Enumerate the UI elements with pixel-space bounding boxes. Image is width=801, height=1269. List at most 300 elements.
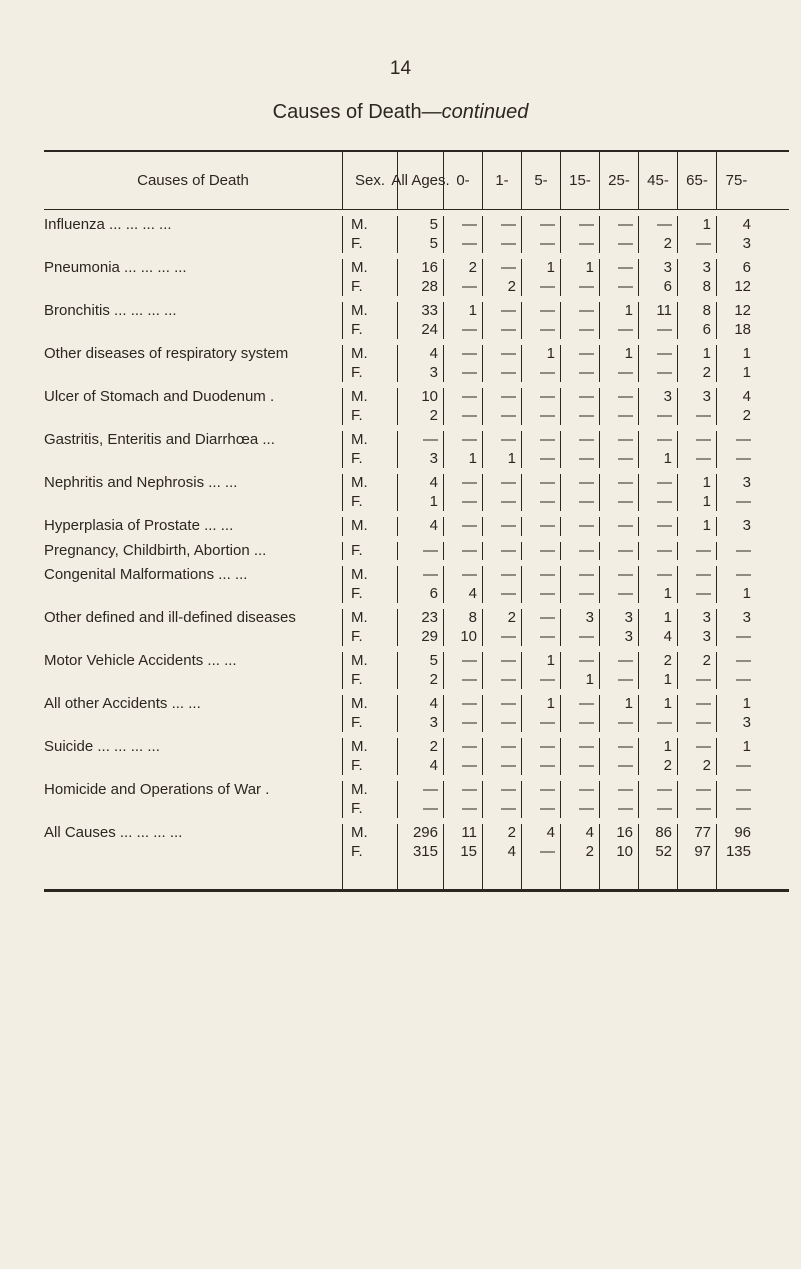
age-cell: 2 xyxy=(639,235,678,254)
age-cell: — xyxy=(522,628,561,647)
sex-cell: M. xyxy=(343,259,398,278)
table-row xyxy=(44,542,789,561)
age-cell: 4 xyxy=(742,216,751,233)
sex-cell: F. xyxy=(343,714,398,733)
age-cell: — xyxy=(483,671,522,690)
age-cell: 4 xyxy=(639,628,678,647)
sex-cell: M. xyxy=(343,474,398,493)
sex-cell: F. xyxy=(343,278,398,297)
age-cell: — xyxy=(483,781,522,800)
age-cell: — xyxy=(444,345,483,364)
table-row xyxy=(44,388,789,407)
age-cell: 1 xyxy=(639,609,678,628)
cause-label xyxy=(44,278,343,297)
sex-cell: F. xyxy=(343,321,398,340)
sex-cell: M. xyxy=(343,302,398,321)
age-cell: — xyxy=(444,652,483,671)
age-cell: — xyxy=(561,345,600,364)
all-ages-cell: 3 xyxy=(398,714,444,733)
cause-group xyxy=(44,689,789,732)
age-cell: — xyxy=(600,321,639,340)
table-row xyxy=(44,345,789,364)
age-cell: — xyxy=(736,652,751,669)
age-cell: 11 xyxy=(444,824,483,843)
age-cell: — xyxy=(639,364,678,383)
table-row xyxy=(44,259,789,278)
cause-label: All other Accidents ... ... xyxy=(44,695,343,714)
age-cell: — xyxy=(600,566,639,585)
all-ages-cell: 5 xyxy=(398,235,444,254)
cause-label xyxy=(44,714,343,733)
cause-label: Gastritis, Enteritis and Diarrhœa ... xyxy=(44,431,343,450)
age-cell: — xyxy=(561,407,600,426)
age-cell: — xyxy=(600,493,639,512)
age-cell: — xyxy=(483,216,522,235)
age-cell: — xyxy=(522,431,561,450)
sex-cell: F. xyxy=(343,757,398,776)
age-cell: — xyxy=(561,474,600,493)
age-cell: — xyxy=(561,585,600,604)
age-cell: 2 xyxy=(678,364,717,383)
age-cell: 2 xyxy=(639,757,678,776)
age-cell: 2 xyxy=(483,609,522,628)
age-cell: — xyxy=(600,278,639,297)
age-cell: — xyxy=(561,235,600,254)
sex-cell: F. xyxy=(343,493,398,512)
age-cell: — xyxy=(483,628,522,647)
sex-cell: F. xyxy=(343,800,398,819)
age-cell: — xyxy=(561,302,600,321)
age-cell: 16 xyxy=(600,824,639,843)
age-cell: 1 xyxy=(522,652,561,671)
table-row xyxy=(44,235,789,254)
all-ages-cell: 1 xyxy=(398,493,444,512)
age-cell: — xyxy=(736,627,751,645)
cause-label xyxy=(44,671,343,690)
table-row xyxy=(44,493,789,512)
title-suffix: —continued xyxy=(421,101,529,123)
all-ages-cell: 4 xyxy=(398,474,444,493)
table-row xyxy=(44,824,789,843)
age-cell: — xyxy=(522,474,561,493)
age-cell: — xyxy=(522,714,561,733)
age-cell: — xyxy=(561,652,600,671)
cause-group xyxy=(44,646,789,689)
age-cell: — xyxy=(678,542,717,561)
sex-cell: M. xyxy=(343,517,398,536)
age-cell: — xyxy=(483,652,522,671)
age-cell: — xyxy=(600,431,639,450)
age-cell: — xyxy=(639,781,678,800)
sex-cell: M. xyxy=(343,738,398,757)
age-cell: — xyxy=(639,345,678,364)
header-age-25: 25- xyxy=(600,152,639,209)
age-cell: 3 xyxy=(742,517,751,534)
age-cell: 96 xyxy=(734,824,751,841)
cause-group xyxy=(44,775,789,818)
table-row xyxy=(44,517,789,536)
age-cell: 1 xyxy=(444,450,483,469)
sex-cell: F. xyxy=(343,542,398,561)
all-ages-cell: 2 xyxy=(398,738,444,757)
age-cell: — xyxy=(561,216,600,235)
age-cell: 2 xyxy=(678,757,717,776)
age-cell: 10 xyxy=(444,628,483,647)
age-cell: — xyxy=(522,781,561,800)
cause-label: Motor Vehicle Accidents ... ... xyxy=(44,652,343,671)
age-cell: — xyxy=(600,450,639,469)
age-cell: — xyxy=(678,235,717,254)
sex-cell: M. xyxy=(343,566,398,585)
age-cell: — xyxy=(522,407,561,426)
age-cell: — xyxy=(639,216,678,235)
age-cell: — xyxy=(483,235,522,254)
cause-label xyxy=(44,235,343,254)
age-cell: 2 xyxy=(742,406,751,424)
age-cell: 12 xyxy=(734,277,751,295)
table-row xyxy=(44,757,789,776)
cause-group xyxy=(44,210,789,253)
age-cell: — xyxy=(600,585,639,604)
age-cell: 6 xyxy=(678,321,717,340)
cause-group xyxy=(44,511,789,536)
age-cell: — xyxy=(522,235,561,254)
age-cell: — xyxy=(678,738,717,757)
header-all-ages: All Ages. xyxy=(398,152,444,209)
age-cell: — xyxy=(444,566,483,585)
age-cell: — xyxy=(483,757,522,776)
age-cell: 3 xyxy=(561,609,600,628)
age-cell: — xyxy=(444,235,483,254)
age-cell: 4 xyxy=(742,388,751,405)
age-cell: — xyxy=(483,364,522,383)
sex-cell: F. xyxy=(343,671,398,690)
sex-cell: F. xyxy=(343,628,398,647)
age-cell: — xyxy=(444,388,483,407)
age-cell: 4 xyxy=(561,824,600,843)
age-cell: 11 xyxy=(639,302,678,321)
age-cell: 3 xyxy=(742,609,751,626)
cause-group xyxy=(44,253,789,296)
age-cell: — xyxy=(522,566,561,585)
age-cell: — xyxy=(444,757,483,776)
age-cell: 1 xyxy=(522,259,561,278)
age-cell: — xyxy=(444,781,483,800)
age-cell: — xyxy=(483,259,522,278)
age-cell: — xyxy=(444,321,483,340)
table-header-row xyxy=(44,152,789,209)
sex-cell: F. xyxy=(343,585,398,604)
age-cell: — xyxy=(483,321,522,340)
age-cell: 1 xyxy=(561,671,600,690)
table-row xyxy=(44,474,789,493)
age-cell: — xyxy=(561,757,600,776)
all-ages-cell: 4 xyxy=(398,517,444,536)
all-ages-cell: — xyxy=(398,542,444,561)
age-cell: 18 xyxy=(734,320,751,338)
age-cell: — xyxy=(561,388,600,407)
age-cell: — xyxy=(600,542,639,561)
cause-label xyxy=(44,585,343,604)
age-cell: — xyxy=(678,781,717,800)
table-row xyxy=(44,843,789,862)
age-cell: 10 xyxy=(600,843,639,862)
table-row xyxy=(44,321,789,340)
age-cell: — xyxy=(444,407,483,426)
all-ages-cell: 6 xyxy=(398,585,444,604)
table-row xyxy=(44,216,789,235)
age-cell: 3 xyxy=(600,609,639,628)
age-cell: — xyxy=(600,517,639,536)
age-cell: — xyxy=(736,449,751,467)
age-cell: — xyxy=(522,388,561,407)
age-cell: — xyxy=(639,517,678,536)
age-cell: — xyxy=(522,302,561,321)
age-cell: 2 xyxy=(483,824,522,843)
all-ages-cell: 315 xyxy=(398,843,444,862)
age-cell: — xyxy=(483,542,522,561)
age-cell: 1 xyxy=(600,302,639,321)
age-cell: 2 xyxy=(483,278,522,297)
age-cell: — xyxy=(736,799,751,817)
age-cell: — xyxy=(639,542,678,561)
table-row xyxy=(44,566,789,585)
age-cell: — xyxy=(483,302,522,321)
all-ages-cell: — xyxy=(398,431,444,450)
age-cell: — xyxy=(444,671,483,690)
age-cell: — xyxy=(639,800,678,819)
age-cell: — xyxy=(522,216,561,235)
all-ages-cell: 296 xyxy=(398,824,444,843)
cause-label xyxy=(44,493,343,512)
age-cell: — xyxy=(561,542,600,561)
age-cell: 1 xyxy=(678,517,717,536)
age-cell: 6 xyxy=(639,278,678,297)
age-cell: 1 xyxy=(742,695,751,712)
age-cell: — xyxy=(561,450,600,469)
age-cell: — xyxy=(736,431,751,448)
age-cell: — xyxy=(561,781,600,800)
age-cell: — xyxy=(600,714,639,733)
age-cell: — xyxy=(678,450,717,469)
all-ages-cell: 16 xyxy=(398,259,444,278)
cause-group xyxy=(44,603,789,646)
age-cell: 1 xyxy=(742,584,751,602)
age-cell: — xyxy=(639,566,678,585)
age-cell: — xyxy=(561,278,600,297)
age-cell: — xyxy=(600,407,639,426)
all-ages-cell: 33 xyxy=(398,302,444,321)
all-ages-cell: 2 xyxy=(398,407,444,426)
causes-of-death-table xyxy=(44,150,789,892)
table-row xyxy=(44,800,789,819)
cause-label: Influenza ... ... ... ... xyxy=(44,216,343,235)
age-cell: — xyxy=(736,492,751,510)
sex-cell: M. xyxy=(343,824,398,843)
age-cell: 8 xyxy=(678,302,717,321)
table-end-spacer xyxy=(44,861,789,889)
age-cell: 1 xyxy=(600,695,639,714)
page-title xyxy=(0,101,801,124)
age-cell: — xyxy=(444,493,483,512)
sex-cell: F. xyxy=(343,843,398,862)
age-cell: — xyxy=(561,493,600,512)
table-row xyxy=(44,671,789,690)
age-cell: — xyxy=(483,800,522,819)
age-cell: — xyxy=(444,714,483,733)
table-body xyxy=(44,210,789,861)
age-cell: — xyxy=(483,474,522,493)
age-cell: 3 xyxy=(600,628,639,647)
cause-label xyxy=(44,407,343,426)
age-cell: 4 xyxy=(522,824,561,843)
all-ages-cell: — xyxy=(398,566,444,585)
age-cell: 1 xyxy=(678,474,717,493)
all-ages-cell: — xyxy=(398,800,444,819)
age-cell: — xyxy=(561,517,600,536)
age-cell: — xyxy=(561,695,600,714)
all-ages-cell: 28 xyxy=(398,278,444,297)
age-cell: — xyxy=(600,757,639,776)
cause-label: Other diseases of respiratory system xyxy=(44,345,343,364)
age-cell: — xyxy=(522,364,561,383)
age-cell: 3 xyxy=(678,628,717,647)
all-ages-cell: 3 xyxy=(398,364,444,383)
cause-label: Pregnancy, Childbirth, Abortion ... xyxy=(44,542,343,561)
header-sex: Sex. xyxy=(343,152,398,209)
age-cell: 1 xyxy=(522,695,561,714)
cause-group xyxy=(44,296,789,339)
cause-group xyxy=(44,560,789,603)
table-row xyxy=(44,450,789,469)
age-cell: — xyxy=(483,345,522,364)
age-cell: 6 xyxy=(742,259,751,276)
age-cell: — xyxy=(483,695,522,714)
age-cell: — xyxy=(736,541,751,559)
cause-label: Hyperplasia of Prostate ... ... xyxy=(44,517,343,536)
age-cell: 52 xyxy=(639,843,678,862)
age-cell: — xyxy=(600,671,639,690)
cause-label: Suicide ... ... ... ... xyxy=(44,738,343,757)
cause-label xyxy=(44,321,343,340)
table-row xyxy=(44,431,789,450)
age-cell: 1 xyxy=(742,738,751,755)
age-cell: — xyxy=(600,781,639,800)
age-cell: — xyxy=(522,738,561,757)
all-ages-cell: 5 xyxy=(398,652,444,671)
age-cell: — xyxy=(600,738,639,757)
age-cell: 1 xyxy=(678,493,717,512)
age-cell: — xyxy=(483,738,522,757)
table-row xyxy=(44,364,789,383)
cause-label xyxy=(44,628,343,647)
sex-cell: M. xyxy=(343,388,398,407)
age-cell: — xyxy=(639,493,678,512)
cause-label: All Causes ... ... ... ... xyxy=(44,824,343,843)
age-cell: — xyxy=(600,652,639,671)
age-cell: 1 xyxy=(600,345,639,364)
age-cell: — xyxy=(522,843,561,862)
sex-cell: F. xyxy=(343,235,398,254)
age-cell: 12 xyxy=(734,302,751,319)
sex-cell: M. xyxy=(343,216,398,235)
cause-group xyxy=(44,536,789,561)
cause-label: Congenital Malformations ... ... xyxy=(44,566,343,585)
age-cell: — xyxy=(678,800,717,819)
age-cell: — xyxy=(561,364,600,383)
age-cell: 135 xyxy=(725,842,751,860)
table-row xyxy=(44,302,789,321)
age-cell: — xyxy=(522,278,561,297)
age-cell: 3 xyxy=(639,259,678,278)
cause-label: Other defined and ill-defined diseases xyxy=(44,609,343,628)
age-cell: — xyxy=(736,781,751,798)
all-ages-cell: 2 xyxy=(398,671,444,690)
age-cell: — xyxy=(483,585,522,604)
age-cell: 1 xyxy=(444,302,483,321)
cause-label: Nephritis and Nephrosis ... ... xyxy=(44,474,343,493)
cause-label: Pneumonia ... ... ... ... xyxy=(44,259,343,278)
age-cell: 1 xyxy=(522,345,561,364)
table-row xyxy=(44,278,789,297)
age-cell: 1 xyxy=(742,345,751,362)
age-cell: 1 xyxy=(742,363,751,381)
age-cell: — xyxy=(678,585,717,604)
all-ages-cell: 4 xyxy=(398,695,444,714)
age-cell: 1 xyxy=(561,259,600,278)
table-row xyxy=(44,781,789,800)
sex-cell: M. xyxy=(343,609,398,628)
age-cell: 77 xyxy=(678,824,717,843)
sex-cell: F. xyxy=(343,450,398,469)
all-ages-cell: 10 xyxy=(398,388,444,407)
age-cell: — xyxy=(444,517,483,536)
sex-cell: M. xyxy=(343,345,398,364)
age-cell: — xyxy=(483,517,522,536)
age-cell: 2 xyxy=(561,843,600,862)
cause-group xyxy=(44,425,789,468)
table-row xyxy=(44,585,789,604)
age-cell: — xyxy=(561,431,600,450)
age-cell: 3 xyxy=(742,713,751,731)
all-ages-cell: 4 xyxy=(398,757,444,776)
age-cell: — xyxy=(483,388,522,407)
all-ages-cell: 24 xyxy=(398,321,444,340)
age-cell: 4 xyxy=(483,843,522,862)
age-cell: — xyxy=(639,474,678,493)
age-cell: 3 xyxy=(678,609,717,628)
title-main: Causes of Death xyxy=(272,101,422,123)
header-age-1: 1- xyxy=(483,152,522,209)
age-cell: — xyxy=(522,800,561,819)
cause-label xyxy=(44,450,343,469)
age-cell: — xyxy=(639,714,678,733)
cause-group xyxy=(44,468,789,511)
age-cell: — xyxy=(483,566,522,585)
age-cell: 2 xyxy=(678,652,717,671)
age-cell: — xyxy=(444,278,483,297)
age-cell: 1 xyxy=(639,671,678,690)
age-cell: — xyxy=(444,431,483,450)
header-age-75: 75- xyxy=(725,172,748,189)
age-cell: 1 xyxy=(678,345,717,364)
sex-cell: M. xyxy=(343,431,398,450)
age-cell: — xyxy=(639,407,678,426)
age-cell: 2 xyxy=(639,652,678,671)
cause-label: Ulcer of Stomach and Duodenum . xyxy=(44,388,343,407)
table-row xyxy=(44,609,789,628)
age-cell: 86 xyxy=(639,824,678,843)
